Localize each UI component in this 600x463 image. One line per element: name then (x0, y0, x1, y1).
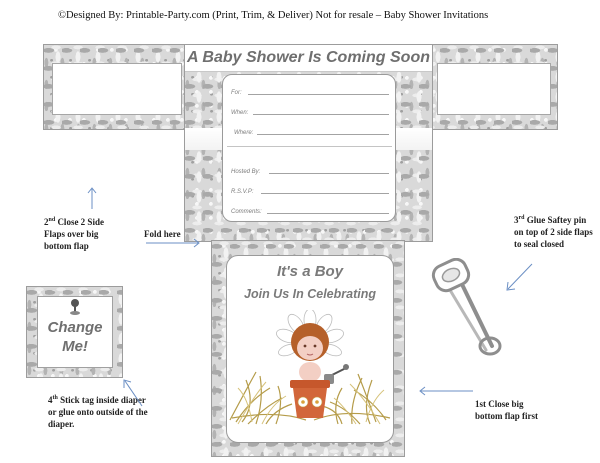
right-side-flap-window (437, 63, 551, 115)
invitation-details-card (222, 74, 396, 222)
field-hosted-by (231, 163, 389, 175)
up-arrow-icon (86, 186, 98, 210)
tag-line-2: Me! (62, 338, 88, 355)
left-side-flap-window (52, 63, 182, 115)
step-3-text: Glue Saftey pin on top of 2 side flaps to seal closed (514, 215, 593, 249)
down-left-arrow-icon (504, 262, 534, 292)
field-for (231, 84, 389, 96)
step-3-note (514, 212, 594, 250)
field-line (248, 94, 389, 95)
pacifier-pin-icon (66, 298, 84, 318)
field-label: R.S.V.P: (231, 189, 254, 195)
field-label: Comments: (231, 209, 262, 215)
field-line (253, 114, 389, 115)
safety-pin-icon (430, 258, 515, 358)
field-line (261, 193, 389, 194)
credit-line: ©Designed By: Printable-Party.com (Print, Trim, & Deliver) Not for resale – Baby Shower Invitations (58, 10, 489, 21)
step-3-suffix: rd (518, 215, 525, 221)
field-comments (231, 203, 389, 215)
field-line (269, 173, 389, 174)
field-where (231, 124, 389, 136)
change-me-text (37, 318, 113, 356)
field-when (231, 104, 389, 116)
up-left-arrow-icon (122, 378, 144, 408)
join-us-subtitle: Join Us In Celebrating (244, 287, 376, 301)
step-2-number: 2 (44, 217, 49, 227)
field-label: When: (231, 110, 249, 116)
step-4-text: Stick tag inside diaper or glue onto outside of the diaper. (48, 395, 148, 429)
field-label: Hosted By: (231, 169, 261, 175)
field-line (257, 134, 389, 135)
its-a-boy-title: It's a Boy (276, 263, 344, 280)
tag-line-1: Change (47, 319, 103, 336)
step-2-suffix: nd (48, 217, 56, 223)
field-line (267, 213, 389, 214)
field-rsvp (231, 183, 389, 195)
divider-line (227, 146, 392, 147)
field-label: For: (231, 90, 242, 96)
left-arrow-icon (418, 386, 474, 396)
step-3-number: 3 (514, 215, 519, 225)
field-label: Where: (234, 130, 254, 136)
banner-title: A Baby Shower Is Coming Soon (187, 49, 430, 66)
step-4-number: 4 (48, 395, 53, 405)
step-1-note: 1st Close big bottom flap first (475, 399, 538, 421)
fold-here-note: Fold here (144, 229, 181, 239)
flower-pot-icon (290, 380, 330, 418)
step-4-suffix: th (52, 395, 58, 401)
right-arrow-icon (145, 238, 201, 248)
baby-in-flowerpot-illustration (226, 310, 394, 440)
step-2-text: Close 2 Side Flaps over big bottom flap (44, 217, 104, 251)
step-2-note (44, 214, 124, 252)
